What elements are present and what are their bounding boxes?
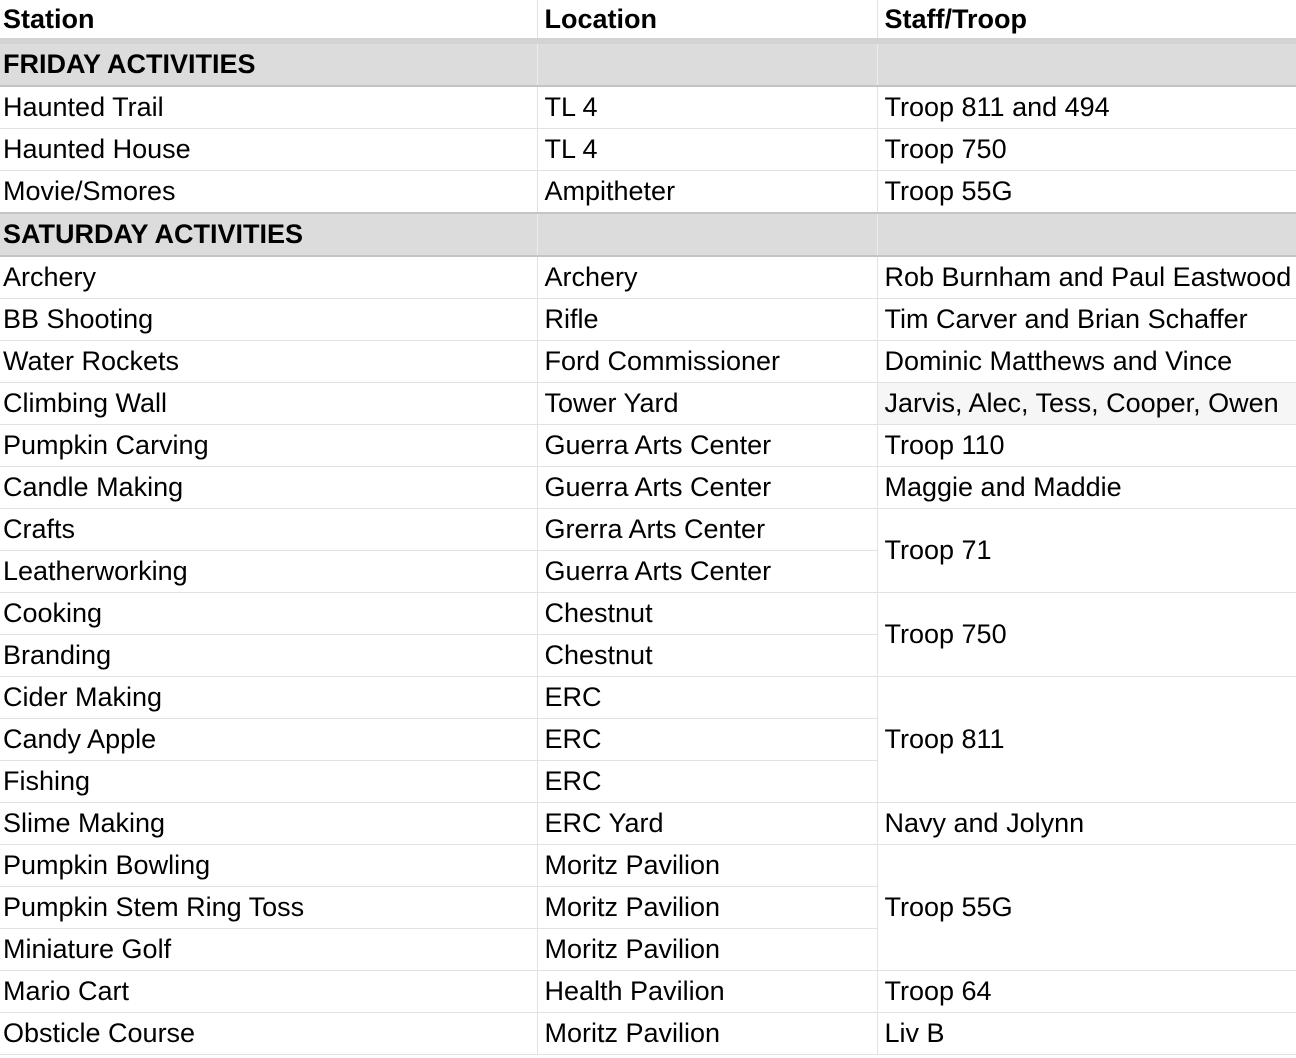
section-row-saturday	[0, 213, 1296, 256]
staff-cell[interactable]: Troop 55G	[877, 171, 1296, 214]
station-column-header[interactable]: Station	[0, 0, 537, 41]
section-empty-cell[interactable]	[877, 41, 1296, 86]
staff-cell[interactable]: Troop 110	[877, 425, 1296, 467]
station-cell[interactable]: Haunted House	[0, 129, 537, 171]
station-cell[interactable]: Pumpkin Bowling	[0, 845, 537, 887]
station-cell[interactable]: Fishing	[0, 761, 537, 803]
location-cell[interactable]: Guerra Arts Center	[537, 551, 877, 593]
location-cell[interactable]: Moritz Pavilion	[537, 845, 877, 887]
station-cell[interactable]: Haunted Trail	[0, 86, 537, 129]
table-row	[0, 467, 1296, 509]
station-cell[interactable]: Water Rockets	[0, 341, 537, 383]
staff-cell[interactable]: Navy and Jolynn	[877, 803, 1296, 845]
table-row	[0, 341, 1296, 383]
station-cell[interactable]: BB Shooting	[0, 299, 537, 341]
staff-cell-merged[interactable]: Troop 55G	[877, 845, 1296, 971]
section-title-saturday[interactable]: SATURDAY ACTIVITIES	[0, 213, 537, 256]
location-cell[interactable]: ERC	[537, 761, 877, 803]
table-row	[0, 509, 1296, 551]
station-cell[interactable]: Pumpkin Carving	[0, 425, 537, 467]
table-row	[0, 86, 1296, 129]
table-row	[0, 1013, 1296, 1055]
table-row	[0, 299, 1296, 341]
table-row	[0, 677, 1296, 719]
station-cell[interactable]: Archery	[0, 256, 537, 299]
location-cell[interactable]: Moritz Pavilion	[537, 929, 877, 971]
staff-cell[interactable]: Dominic Matthews and Vince	[877, 341, 1296, 383]
staff-cell-merged[interactable]: Troop 750	[877, 593, 1296, 677]
location-cell[interactable]: Guerra Arts Center	[537, 425, 877, 467]
station-cell[interactable]: Mario Cart	[0, 971, 537, 1013]
section-title-friday[interactable]: FRIDAY ACTIVITIES	[0, 41, 537, 86]
location-cell[interactable]: ERC	[537, 719, 877, 761]
location-cell[interactable]: Guerra Arts Center	[537, 467, 877, 509]
staff-cell[interactable]: Jarvis, Alec, Tess, Cooper, Owen	[877, 383, 1296, 425]
location-cell[interactable]: Archery	[537, 256, 877, 299]
staff-cell[interactable]: Maggie and Maddie	[877, 467, 1296, 509]
table-row	[0, 129, 1296, 171]
location-cell[interactable]: Ampitheter	[537, 171, 877, 214]
station-cell[interactable]: Branding	[0, 635, 537, 677]
table-row	[0, 171, 1296, 214]
location-cell[interactable]: ERC	[537, 677, 877, 719]
table-row	[0, 803, 1296, 845]
location-column-header[interactable]: Location	[537, 0, 877, 41]
station-cell[interactable]: Slime Making	[0, 803, 537, 845]
staff-cell[interactable]: Liv B	[877, 1013, 1296, 1055]
station-cell[interactable]: Crafts	[0, 509, 537, 551]
station-cell[interactable]: Candy Apple	[0, 719, 537, 761]
location-cell[interactable]: Health Pavilion	[537, 971, 877, 1013]
location-cell[interactable]: TL 4	[537, 86, 877, 129]
location-cell[interactable]: Chestnut	[537, 593, 877, 635]
section-empty-cell[interactable]	[537, 213, 877, 256]
table-row	[0, 593, 1296, 635]
staff-cell-merged[interactable]: Troop 811	[877, 677, 1296, 803]
location-cell[interactable]: ERC Yard	[537, 803, 877, 845]
station-cell[interactable]: Obsticle Course	[0, 1013, 537, 1055]
location-cell[interactable]: Rifle	[537, 299, 877, 341]
staff-cell[interactable]: Troop 750	[877, 129, 1296, 171]
location-cell[interactable]: Grerra Arts Center	[537, 509, 877, 551]
station-cell[interactable]: Cider Making	[0, 677, 537, 719]
station-cell[interactable]: Movie/Smores	[0, 171, 537, 214]
station-cell[interactable]: Candle Making	[0, 467, 537, 509]
location-cell[interactable]: TL 4	[537, 129, 877, 171]
table-row	[0, 845, 1296, 887]
table-row	[0, 256, 1296, 299]
station-cell[interactable]: Leatherworking	[0, 551, 537, 593]
station-cell[interactable]: Miniature Golf	[0, 929, 537, 971]
staff-cell[interactable]: Troop 811 and 494	[877, 86, 1296, 129]
table-row	[0, 971, 1296, 1013]
table-row	[0, 383, 1296, 425]
station-cell[interactable]: Climbing Wall	[0, 383, 537, 425]
location-cell[interactable]: Tower Yard	[537, 383, 877, 425]
staff-column-header[interactable]: Staff/Troop	[877, 0, 1296, 41]
table-row	[0, 425, 1296, 467]
staff-cell[interactable]: Rob Burnham and Paul Eastwood	[877, 256, 1296, 299]
staff-cell[interactable]: Tim Carver and Brian Schaffer	[877, 299, 1296, 341]
section-empty-cell[interactable]	[877, 213, 1296, 256]
location-cell[interactable]: Ford Commissioner	[537, 341, 877, 383]
section-row-friday	[0, 41, 1296, 86]
section-empty-cell[interactable]	[537, 41, 877, 86]
location-cell[interactable]: Moritz Pavilion	[537, 887, 877, 929]
location-cell[interactable]: Moritz Pavilion	[537, 1013, 877, 1055]
staff-cell-merged[interactable]: Troop 71	[877, 509, 1296, 593]
header-row	[0, 0, 1296, 41]
staff-cell[interactable]: Troop 64	[877, 971, 1296, 1013]
station-cell[interactable]: Pumpkin Stem Ring Toss	[0, 887, 537, 929]
station-cell[interactable]: Cooking	[0, 593, 537, 635]
location-cell[interactable]: Chestnut	[537, 635, 877, 677]
